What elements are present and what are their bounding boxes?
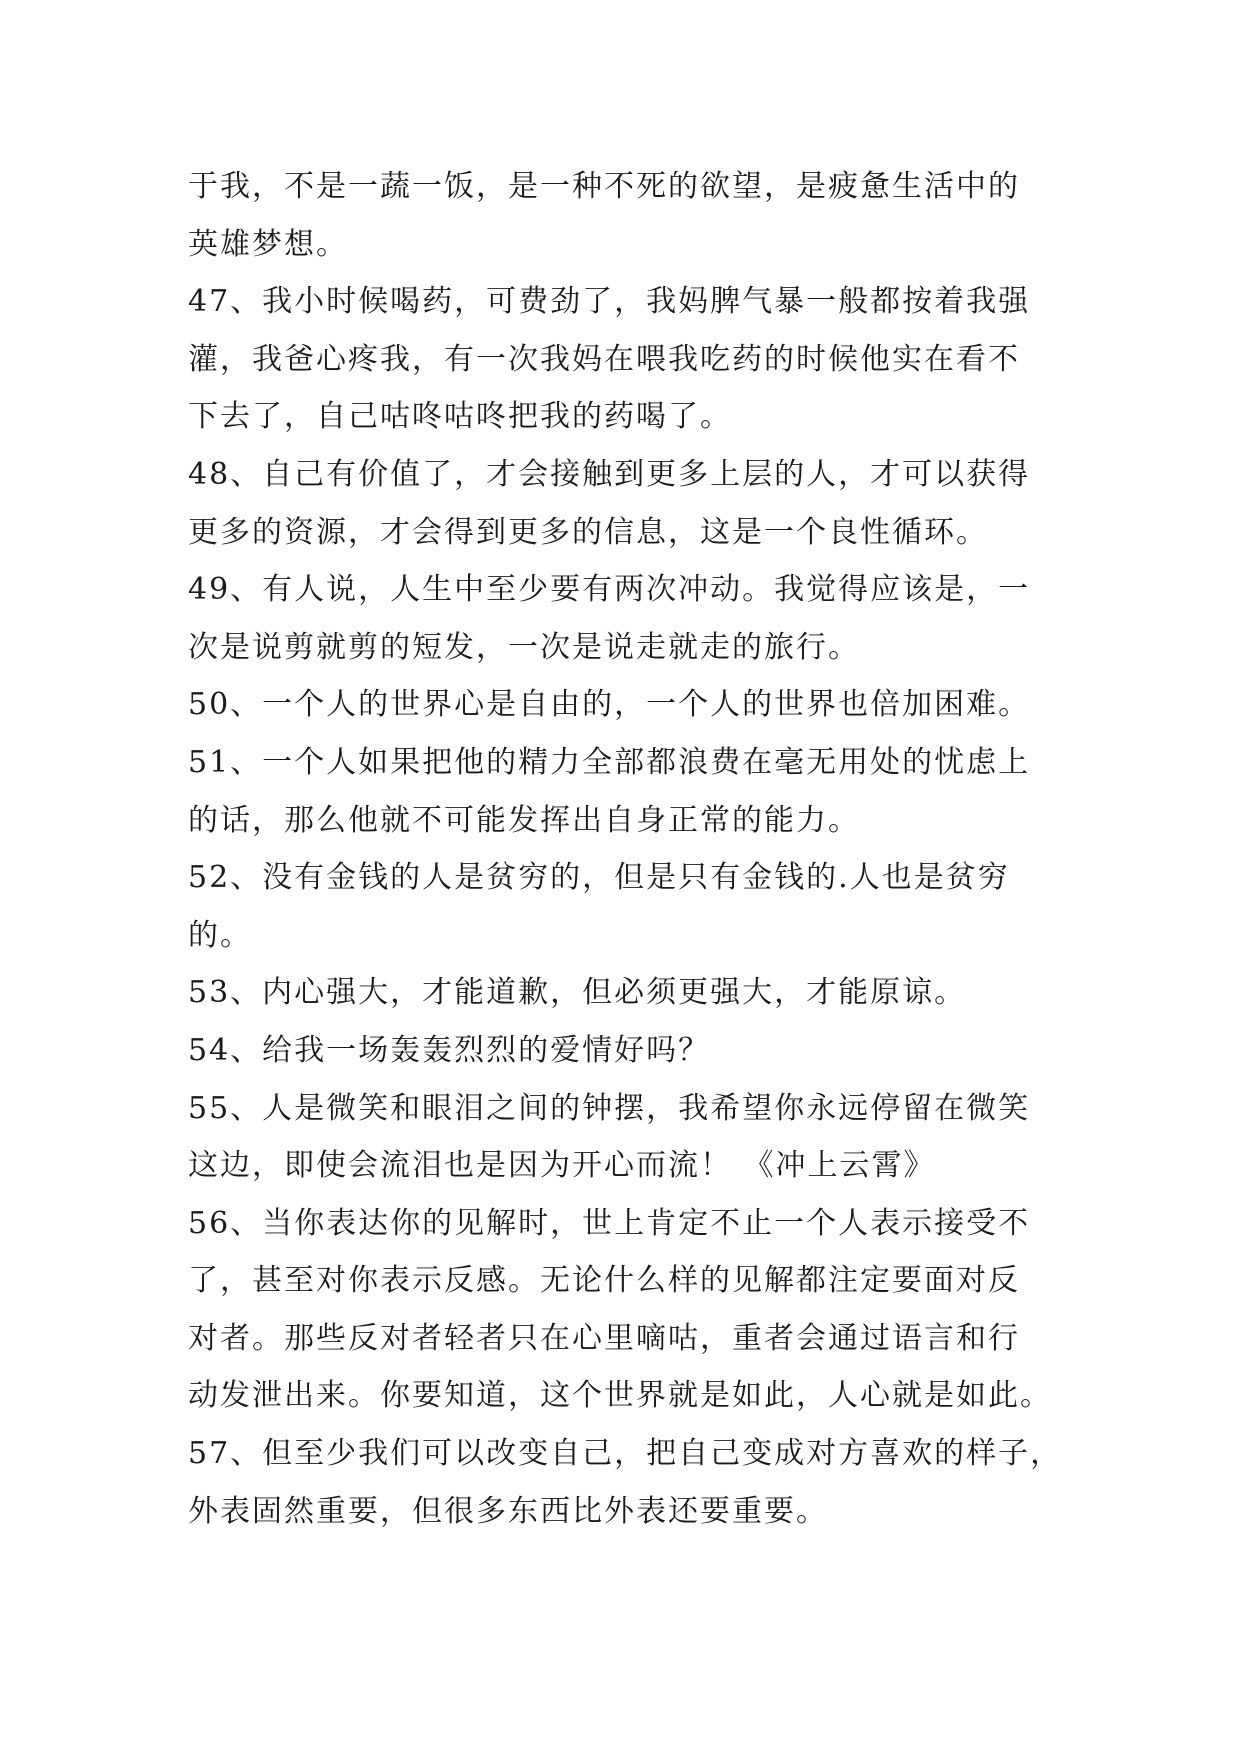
text-line: 48、自己有价值了，才会接触到更多上层的人，才可以获得 — [188, 456, 1031, 492]
text-line: 57、但至少我们可以改变自己，把自己变成对方喜欢的样子， — [188, 1436, 1063, 1472]
text-line: 下去了，自己咕咚咕咚把我的药喝了。 — [188, 399, 732, 435]
text-line: 对者。那些反对者轻者只在心里嘀咕，重者会通过语言和行 — [188, 1320, 1020, 1356]
text-line: 更多的资源，才会得到更多的信息，这是一个良性循环。 — [188, 514, 988, 550]
text-line: 次是说剪就剪的短发，一次是说走就走的旅行。 — [188, 629, 860, 665]
text-line: 50、一个人的世界心是自由的，一个人的世界也倍加困难。 — [188, 687, 1031, 723]
text-line: 55、人是微笑和眼泪之间的钟摆，我希望你永远停留在微笑 — [188, 1090, 1031, 1126]
text-line: 这边，即使会流泪也是因为开心而流！ 《冲上云霄》 — [188, 1148, 936, 1184]
text-line: 的。 — [188, 917, 252, 953]
text-line: 的话，那么他就不可能发挥出自身正常的能力。 — [188, 802, 860, 838]
text-line: 56、当你表达你的见解时，世上肯定不止一个人表示接受不 — [188, 1205, 1031, 1241]
text-line: 52、没有金钱的人是贫穷的，但是只有金钱的.人也是贫穷 — [188, 860, 1010, 896]
text-line: 于我，不是一蔬一饭，是一种不死的欲望，是疲惫生活中的 — [188, 169, 1020, 204]
document-body — [188, 158, 1088, 1540]
text-line: 动发泄出来。你要知道，这个世界就是如此，人心就是如此。 — [188, 1378, 1052, 1414]
text-line: 54、给我一场轰轰烈烈的爱情好吗？ — [188, 1032, 711, 1068]
text-line: 49、有人说，人生中至少要有两次冲动。我觉得应该是，一 — [188, 572, 1031, 608]
text-line: 灌，我爸心疼我，有一次我妈在喂我吃药的时候他实在看不 — [188, 341, 1020, 377]
text-line: 47、我小时候喝药，可费劲了，我妈脾气暴一般都按着我强 — [188, 284, 1031, 320]
text-line: 53、内心强大，才能道歉，但必须更强大，才能原谅。 — [188, 975, 967, 1011]
text-line: 英雄梦想。 — [188, 226, 348, 262]
text-line: 外表固然重要，但很多东西比外表还要重要。 — [188, 1493, 828, 1529]
text-line: 了，甚至对你表示反感。无论什么样的见解都注定要面对反 — [188, 1263, 1020, 1299]
text-line: 51、一个人如果把他的精力全部都浪费在毫无用处的忧虑上 — [188, 744, 1031, 780]
